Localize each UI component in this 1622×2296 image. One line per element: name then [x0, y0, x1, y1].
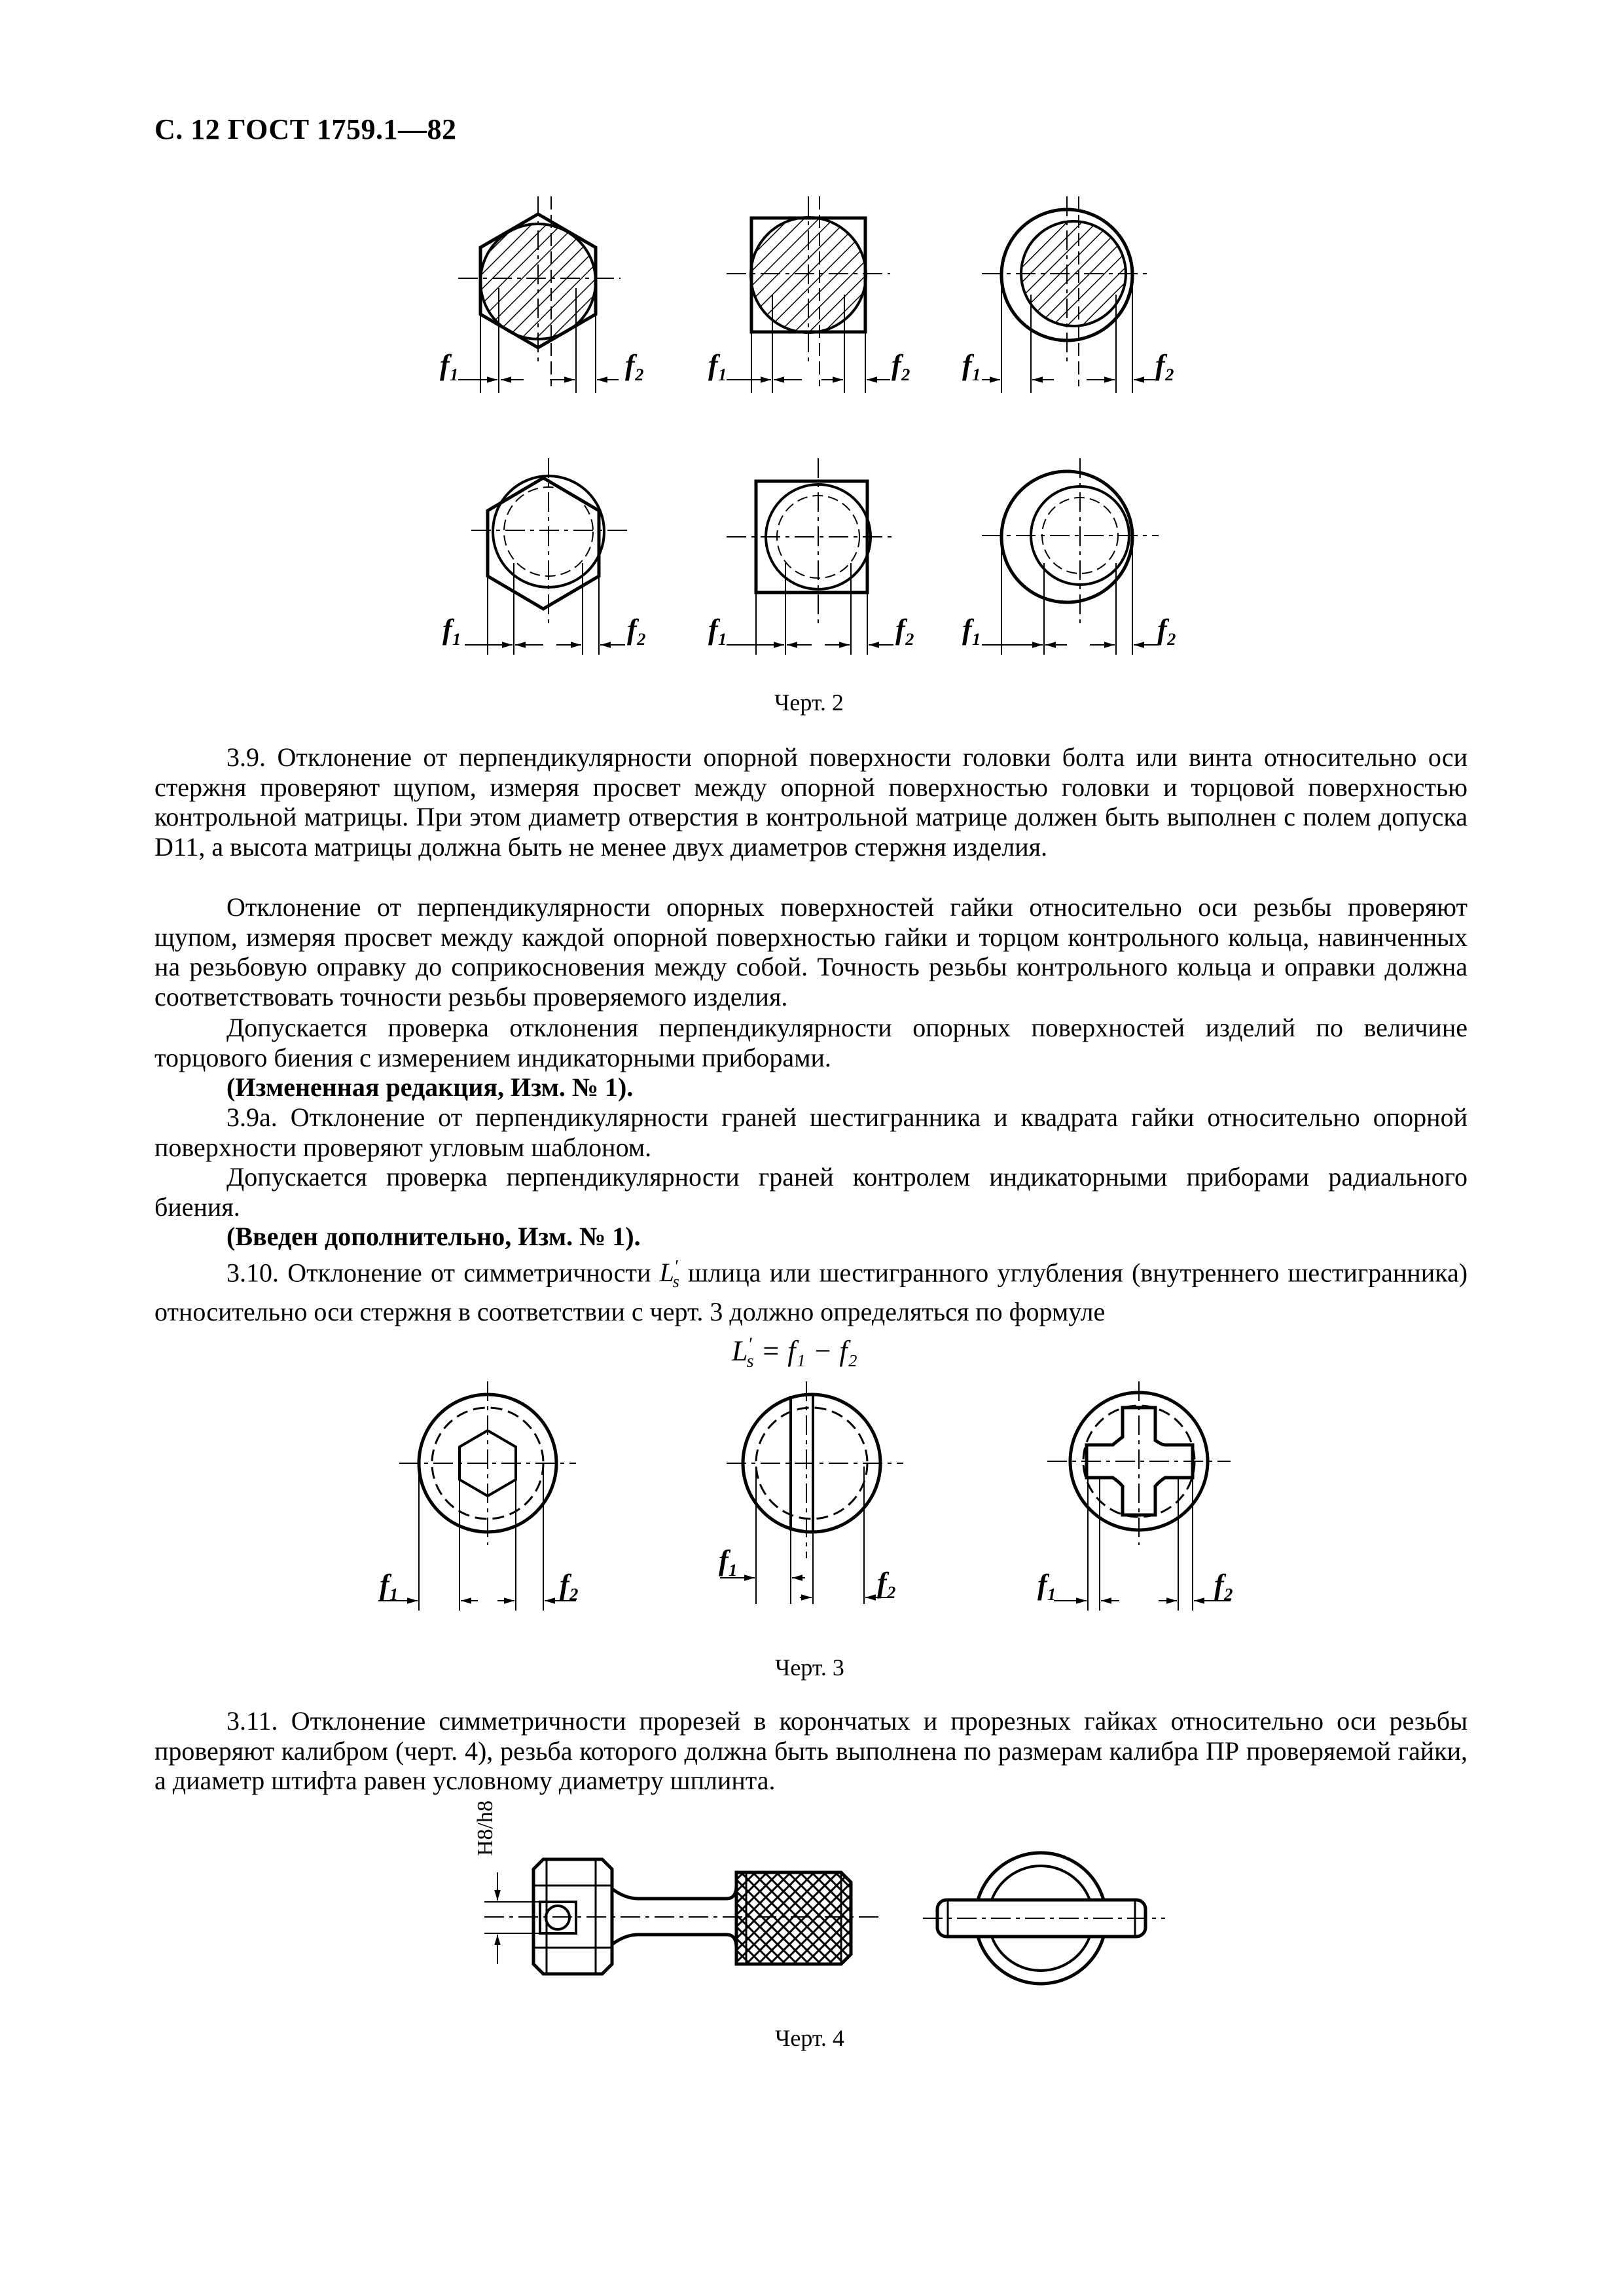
f1-label: f₁ — [442, 613, 462, 646]
amendment-note-2: (Введен дополнительно, Изм. № 1). — [226, 1222, 641, 1251]
fig4-gauge-side — [484, 1859, 880, 1974]
f1-label: f₁ — [719, 1544, 738, 1576]
para-3-10-b: шлица или шестигранного углубления (внутреннего шестигранника) относительно оси стержня в соответствии с черт. 3 должно определяться по формуле — [154, 1258, 1468, 1326]
f2-label: f₂ — [627, 613, 647, 646]
formula: $L'_s = f_1 - f_2$ — [732, 1334, 857, 1372]
f1-label: f₁ — [1037, 1569, 1057, 1601]
f1-label: f₁ — [962, 349, 982, 381]
f2-label: f₂ — [1155, 349, 1175, 381]
amendment-note-1: (Измененная редакция, Изм. № 1). — [226, 1072, 634, 1102]
para-3-9a-indicator: Допускается проверка перпендикулярности граней контролем индикаторными приборами радиального биения. — [154, 1162, 1468, 1222]
f2-label: f₂ — [895, 613, 915, 646]
caption-fig2: Черт. 2 — [774, 689, 844, 716]
caption-fig4: Черт. 4 — [775, 2025, 844, 2051]
f1-label: f₁ — [708, 349, 728, 381]
para-3-9-runout: Допускается проверка отклонения перпендикулярности опорных поверхностей изделий по величине торцового биения с измерением индикаторными приборами. — [154, 1013, 1468, 1072]
f1-label: f₁ — [380, 1569, 399, 1601]
f1-label: f₁ — [708, 613, 728, 646]
symbol-ls: $L'_s$ — [659, 1257, 679, 1292]
f2-label: f₂ — [625, 349, 645, 381]
para-3-9-nut: Отклонение от перпендикулярности опорных поверхностей гайки относительно оси резьбы проверяют щупом, измеряя просвет между каждой опорной поверхностью гайки и торцом контрольного кольца, навинченных на резьбовую оправку до соприкосновения между собой. Точность резьбы контрольного кольца и оправки должна соответствовать точности резьбы проверяемого изделия. — [154, 892, 1468, 1011]
f1-label: f₁ — [440, 349, 460, 381]
caption-fig3: Черт. 3 — [775, 1654, 844, 1681]
f1-label: f₁ — [962, 613, 982, 646]
f2-label: f₂ — [877, 1567, 897, 1599]
f2-label: f₂ — [1214, 1569, 1234, 1601]
para-3-11: 3.11. Отклонение симметричности прорезей в корончатых и прорезных гайках относительно оси резьбы проверяют калибром (черт. 4), резьба которого должна быть выполнена по размерам калибра ПР проверяемой гайки, а диаметр штифта равен условному диаметру шплинта. — [154, 1706, 1468, 1795]
fig4-gauge-end — [923, 1853, 1165, 1984]
para-3-10-a: 3.10. Отклонение от симметричности — [226, 1258, 651, 1288]
page-header: С. 12 ГОСТ 1759.1—82 — [154, 113, 457, 145]
f2-label: f₂ — [892, 349, 911, 381]
para-3-9a: 3.9а. Отклонение от перпендикулярности граней шестигранника и квадрата гайки относительно опорной поверхности проверяют угловым шаблоном. — [154, 1102, 1468, 1162]
fit-label-h8: H8/h8 — [473, 1800, 497, 1856]
para-3-9: 3.9. Отклонение от перпендикулярности опорной поверхности головки болта или винта относительно оси стержня проверяют щупом, измеряя просвет между опорной поверхностью головки и торцовой поверхностью контрольной матрицы. При этом диаметр отверстия в контрольной матрице должен быть выполнен с полем допуска D11, а высота матрицы должна быть не менее двух диаметров стержня изделия. — [154, 742, 1468, 862]
f2-label: f₂ — [560, 1569, 579, 1601]
f2-label: f₂ — [1157, 613, 1177, 646]
